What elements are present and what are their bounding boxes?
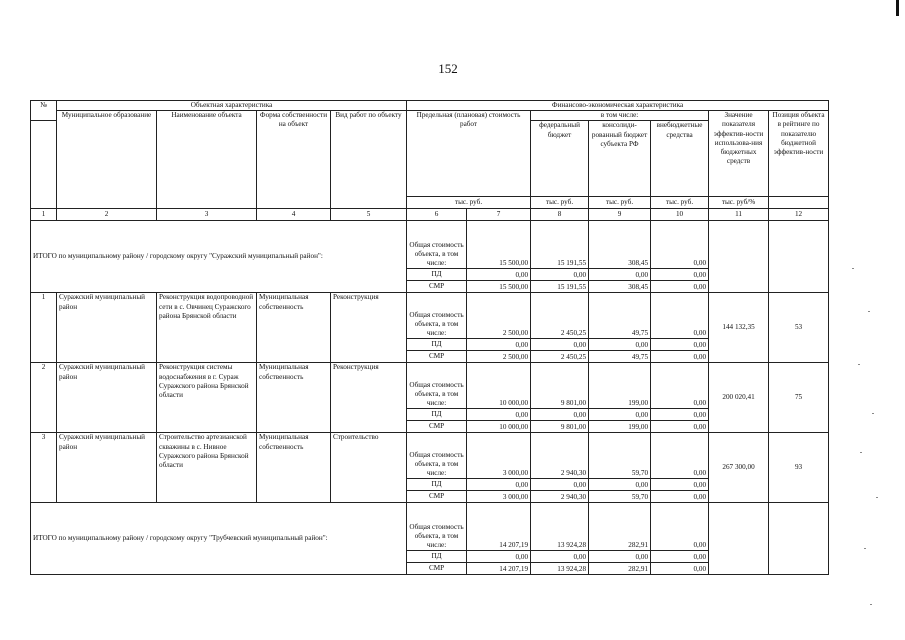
col-number: 3	[157, 209, 257, 221]
scan-edge-mark	[896, 0, 899, 16]
planned-cost-value: 0,00	[467, 339, 531, 351]
federal-value: 0,00	[531, 339, 589, 351]
item-work-type: Строительство	[331, 433, 407, 503]
planned-cost-value: 10 000,00	[467, 421, 531, 433]
header-consolidated: консолиди-рованный бюджет субъекта РФ	[589, 121, 651, 197]
extrabudget-value: 0,00	[651, 551, 709, 563]
planned-cost-value: 14 207,19	[467, 563, 531, 575]
federal-value: 0,00	[531, 551, 589, 563]
federal-value: 9 801,00	[531, 421, 589, 433]
header-extrabudget: внебюджетные средства	[651, 121, 709, 197]
federal-value: 0,00	[531, 269, 589, 281]
pd-label: ПД	[407, 551, 467, 563]
col-number: 11	[709, 209, 769, 221]
planned-cost-value: 0,00	[467, 551, 531, 563]
item-number: 3	[31, 433, 57, 503]
planned-cost-value: 3 000,00	[467, 433, 531, 479]
rank-blank	[769, 503, 829, 575]
item-ownership: Муниципальная собственность	[257, 363, 331, 433]
item-object-name: Строительство артезианской скважины в с. Нивное Суражского района Брянской области	[157, 433, 257, 503]
header-work-type: Вид работ по объекту	[331, 111, 407, 209]
total-cost-label: Общая стоимость объекта, в том числе:	[407, 503, 467, 551]
item-rank: 93	[769, 433, 829, 503]
extrabudget-value: 0,00	[651, 563, 709, 575]
total-label: ИТОГО по муниципальному району / городскому округу "Трубчевский муниципальный район":	[31, 503, 407, 575]
planned-cost-value: 10 000,00	[467, 363, 531, 409]
planned-cost-value: 3 000,00	[467, 491, 531, 503]
item-work-type: Реконструкция	[331, 363, 407, 433]
unit-rank-blank	[769, 197, 829, 209]
header-fin-char: Финансово-экономическая характеристика	[407, 101, 829, 111]
consolidated-value: 0,00	[589, 551, 651, 563]
item-municipality: Суражский муниципальный район	[57, 293, 157, 363]
consolidated-value: 308,45	[589, 281, 651, 293]
extrabudget-value: 0,00	[651, 363, 709, 409]
financial-table	[30, 100, 829, 575]
planned-cost-value: 15 500,00	[467, 221, 531, 269]
consolidated-value: 0,00	[589, 479, 651, 491]
consolidated-value: 199,00	[589, 363, 651, 409]
smr-label: СМР	[407, 563, 467, 575]
col-number: 10	[651, 209, 709, 221]
federal-value: 2 450,25	[531, 351, 589, 363]
consolidated-value: 59,70	[589, 433, 651, 479]
column-number-row	[31, 209, 829, 221]
header-federal: федеральный бюджет	[531, 121, 589, 197]
item-object-name: Реконструкция системы водоснабжения в г. Сураж Суражского района Брянской области	[157, 363, 257, 433]
federal-value: 15 191,55	[531, 221, 589, 269]
total-cost-label: Общая стоимость объекта, в том числе:	[407, 221, 467, 269]
federal-value: 13 924,28	[531, 503, 589, 551]
planned-cost-value: 0,00	[467, 409, 531, 421]
efficiency-blank	[709, 221, 769, 293]
federal-value: 15 191,55	[531, 281, 589, 293]
extrabudget-value: 0,00	[651, 479, 709, 491]
header-object-char: Объектная характеристика	[57, 101, 407, 111]
total-cost-label: Общая стоимость объекта, в том числе:	[407, 293, 467, 339]
consolidated-value: 59,70	[589, 491, 651, 503]
header-row-1	[31, 101, 829, 111]
extrabudget-value: 0,00	[651, 491, 709, 503]
planned-cost-value: 0,00	[467, 269, 531, 281]
federal-value: 13 924,28	[531, 563, 589, 575]
unit-eff: тыс. руб/%	[709, 197, 769, 209]
item-ownership: Муниципальная собственность	[257, 293, 331, 363]
pd-label: ПД	[407, 409, 467, 421]
extrabudget-value: 0,00	[651, 433, 709, 479]
planned-cost-value: 14 207,19	[467, 503, 531, 551]
header-efficiency: Значение показателя эффектив-ности использова-ния бюджетных средств	[709, 111, 769, 197]
item-row	[31, 363, 829, 409]
federal-value: 0,00	[531, 409, 589, 421]
col-number: 2	[57, 209, 157, 221]
header-ownership: Форма собственности на объект	[257, 111, 331, 209]
col-number: 8	[531, 209, 589, 221]
item-municipality: Суражский муниципальный район	[57, 363, 157, 433]
pd-label: ПД	[407, 339, 467, 351]
smr-label: СМР	[407, 281, 467, 293]
col-number: 1	[31, 209, 57, 221]
page-number: 152	[438, 61, 458, 76]
extrabudget-value: 0,00	[651, 351, 709, 363]
federal-value: 0,00	[531, 479, 589, 491]
item-row	[31, 293, 829, 339]
federal-value: 2 450,25	[531, 293, 589, 339]
item-efficiency: 200 020,41	[709, 363, 769, 433]
extrabudget-value: 0,00	[651, 221, 709, 269]
extrabudget-value: 0,00	[651, 293, 709, 339]
consolidated-value: 282,91	[589, 503, 651, 551]
extrabudget-value: 0,00	[651, 421, 709, 433]
planned-cost-value: 2 500,00	[467, 351, 531, 363]
federal-value: 2 940,30	[531, 491, 589, 503]
col-number: 6	[407, 209, 467, 221]
consolidated-value: 49,75	[589, 351, 651, 363]
efficiency-blank	[709, 503, 769, 575]
planned-cost-value: 0,00	[467, 479, 531, 491]
total-label: ИТОГО по муниципальному району / городскому округу "Суражский муниципальный район":	[31, 221, 407, 293]
unit-extra: тыс. руб.	[651, 197, 709, 209]
consolidated-value: 199,00	[589, 421, 651, 433]
item-municipality: Суражский муниципальный район	[57, 433, 157, 503]
item-efficiency: 144 132,35	[709, 293, 769, 363]
col-number: 5	[331, 209, 407, 221]
total-row	[31, 221, 829, 269]
col-number: 7	[467, 209, 531, 221]
smr-label: СМР	[407, 491, 467, 503]
header-object-name: Наименование объекта	[157, 111, 257, 209]
header-planned-cost: Предельная (плановая) стоимость работ	[407, 111, 531, 197]
pd-label: ПД	[407, 269, 467, 281]
col-number: 9	[589, 209, 651, 221]
consolidated-value: 49,75	[589, 293, 651, 339]
item-rank: 75	[769, 363, 829, 433]
pd-label: ПД	[407, 479, 467, 491]
rank-blank	[769, 221, 829, 293]
unit-consolidated: тыс. руб.	[589, 197, 651, 209]
header-num: №	[31, 101, 57, 121]
consolidated-value: 0,00	[589, 409, 651, 421]
header-rank: Позиция объекта в рейтинге по показателю бюджетной эффектив-ности	[769, 111, 829, 197]
smr-label: СМР	[407, 351, 467, 363]
unit-federal: тыс. руб.	[531, 197, 589, 209]
item-number: 1	[31, 293, 57, 363]
item-object-name: Реконструкция водопроводной сети в с. Овчинец Суражского района Брянской области	[157, 293, 257, 363]
smr-label: СМР	[407, 421, 467, 433]
item-efficiency: 267 300,00	[709, 433, 769, 503]
item-work-type: Реконструкция	[331, 293, 407, 363]
item-ownership: Муниципальная собственность	[257, 433, 331, 503]
planned-cost-value: 15 500,00	[467, 281, 531, 293]
header-num-blank	[31, 121, 57, 209]
total-row	[31, 503, 829, 551]
col-number: 4	[257, 209, 331, 221]
extrabudget-value: 0,00	[651, 339, 709, 351]
header-row-2	[31, 111, 829, 121]
consolidated-value: 0,00	[589, 339, 651, 351]
federal-value: 9 801,00	[531, 363, 589, 409]
consolidated-value: 308,45	[589, 221, 651, 269]
federal-value: 2 940,30	[531, 433, 589, 479]
extrabudget-value: 0,00	[651, 503, 709, 551]
consolidated-value: 0,00	[589, 269, 651, 281]
item-row	[31, 433, 829, 479]
unit-planned: тыс. руб.	[407, 197, 531, 209]
header-including: в том числе:	[531, 111, 709, 121]
item-number: 2	[31, 363, 57, 433]
consolidated-value: 282,91	[589, 563, 651, 575]
planned-cost-value: 2 500,00	[467, 293, 531, 339]
total-cost-label: Общая стоимость объекта, в том числе:	[407, 363, 467, 409]
extrabudget-value: 0,00	[651, 269, 709, 281]
extrabudget-value: 0,00	[651, 281, 709, 293]
col-number: 12	[769, 209, 829, 221]
header-municipality: Муниципальное образование	[57, 111, 157, 209]
item-rank: 53	[769, 293, 829, 363]
extrabudget-value: 0,00	[651, 409, 709, 421]
total-cost-label: Общая стоимость объекта, в том числе:	[407, 433, 467, 479]
